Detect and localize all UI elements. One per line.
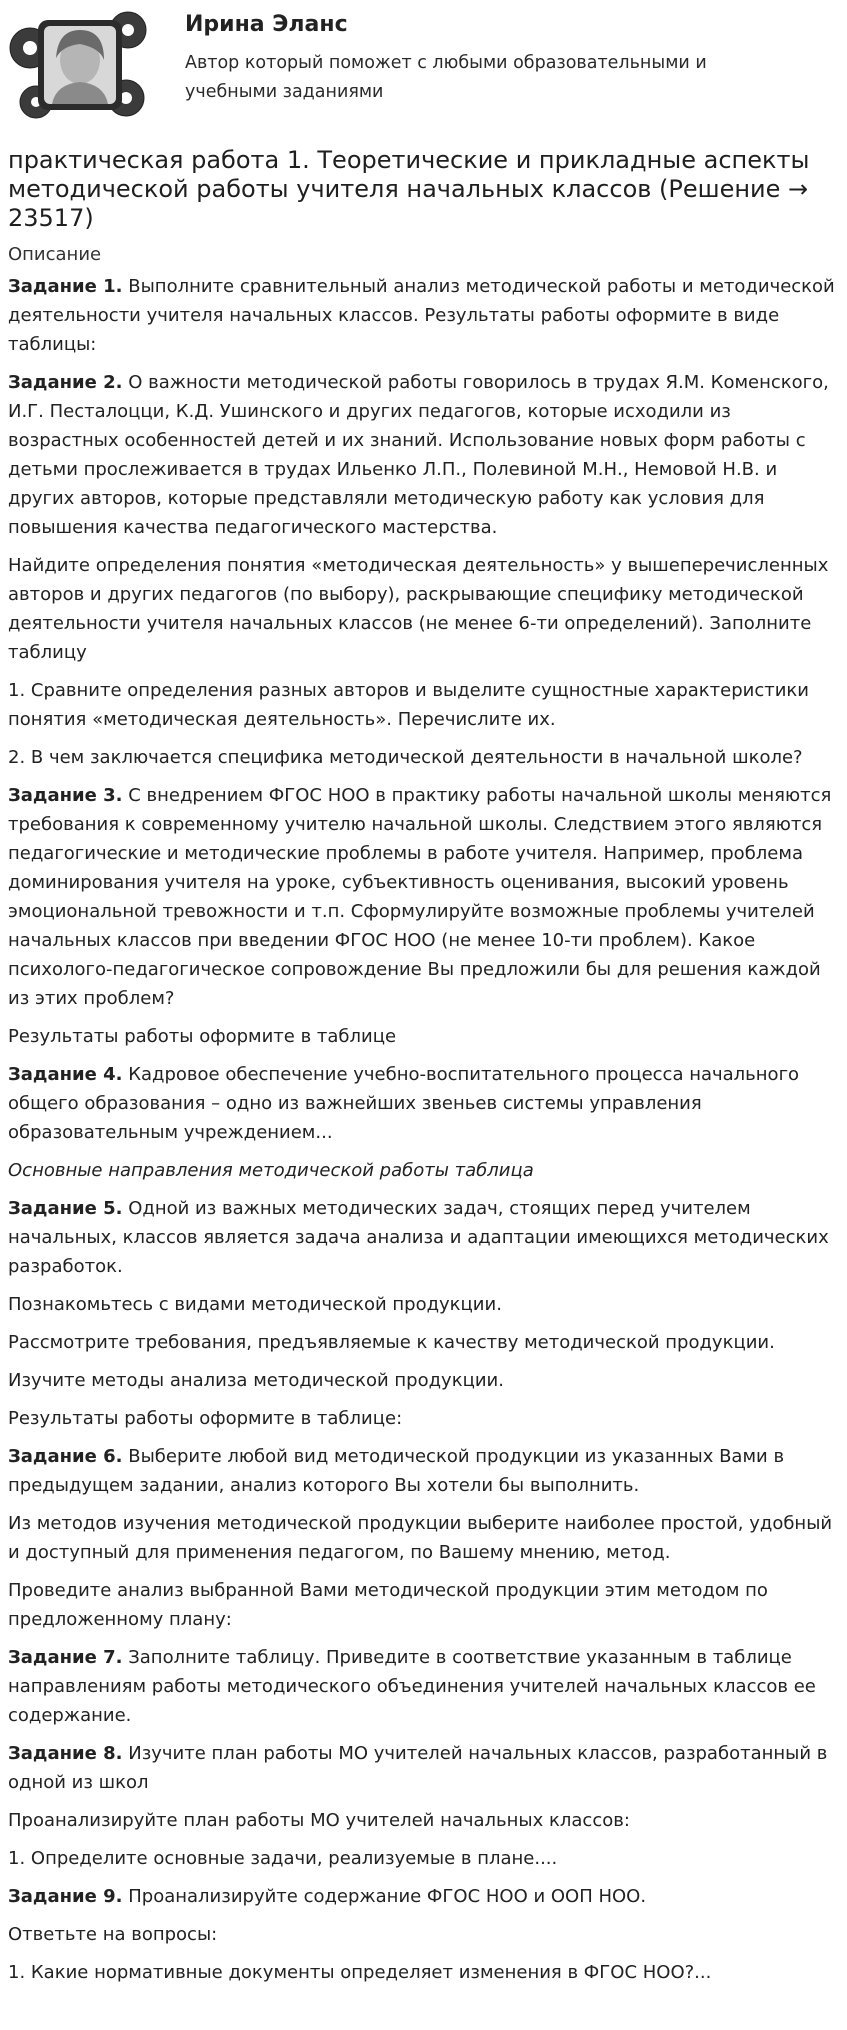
description-paragraph	[8, 1328, 840, 1357]
paragraph-text: С внедрением ФГОС НОО в практику работы начальной школы меняются требования к современному учителю начальной школы. Следствием этого являются педагогические и методические проблемы в работе учителя. Например, проблема доминирования учителя на уроке, субъективность оценивания, высокий уровень эмоциональной тревожности и т.п. Сформулируйте возможные проблемы учителей начальных классов при введении ФГОС НОО (не менее 10-ти проблем). Какое психолого-педагогическое сопровождение Вы предложили бы для решения каждой из этих проблем?	[8, 785, 832, 1009]
avatar[interactable]	[8, 8, 150, 120]
description-paragraph	[8, 1366, 840, 1395]
paragraph-text: Кадровое обеспечение учебно-воспитательного процесса начального общего образования – одно из важнейших звеньев системы управления образовательным учреждением...	[8, 1064, 800, 1143]
task-label: Задание 5.	[8, 1198, 123, 1219]
description-paragraph	[8, 1844, 840, 1873]
description-paragraph	[8, 676, 840, 734]
task-label: Задание 4.	[8, 1064, 123, 1085]
paragraph-text: Выберите любой вид методической продукции из указанных Вами в предыдущем задании, анализ которого Вы хотели бы выполнить.	[8, 1446, 785, 1496]
task-label: Задание 7.	[8, 1647, 123, 1668]
paragraph-text: Проанализируйте содержание ФГОС НОО и ООП НОО.	[122, 1886, 647, 1907]
paragraph-text: Проведите анализ выбранной Вами методической продукции этим методом по предложенному плану:	[8, 1580, 768, 1630]
description-paragraph	[8, 1060, 840, 1147]
task-label: Задание 1.	[8, 276, 123, 297]
description-paragraph	[8, 1404, 840, 1433]
description-paragraph	[8, 1958, 840, 1987]
description-paragraph	[8, 1920, 840, 1949]
description-paragraph	[8, 551, 840, 667]
description-label: Описание	[8, 244, 102, 265]
task-label: Задание 2.	[8, 372, 123, 393]
description-paragraph	[8, 1806, 840, 1835]
description-paragraph	[8, 1194, 840, 1281]
description-paragraph	[8, 1643, 840, 1730]
paragraph-text: Ответьте на вопросы:	[8, 1924, 218, 1945]
description-paragraph	[8, 743, 840, 772]
author-card	[0, 0, 847, 122]
description-paragraph	[8, 1739, 840, 1797]
paragraph-text: Выполните сравнительный анализ методической работы и методической деятельности учителя начальных классов. Результаты работы оформите в виде таблицы:	[8, 276, 835, 355]
page-title: практическая работа 1. Теоретические и прикладные аспекты методической работы учителя начальных классов (Решение → 23517)	[8, 146, 810, 232]
description-paragraph	[8, 1442, 840, 1500]
paragraph-text: 1. Какие нормативные документы определяет изменения в ФГОС НОО?...	[8, 1962, 712, 1983]
paragraph-text: 1. Сравните определения разных авторов и выделите сущностные характеристики понятия «методическая деятельность». Перечислите их.	[8, 680, 809, 730]
description-paragraph	[8, 1156, 840, 1185]
description-paragraph	[8, 781, 840, 1013]
description-paragraph	[8, 1576, 840, 1634]
paragraph-text: Из методов изучения методической продукции выберите наиболее простой, удобный и доступный для применения педагогом, по Вашему мнению, метод.	[8, 1513, 833, 1563]
task-label: Задание 9.	[8, 1886, 123, 1907]
task-label: Задание 3.	[8, 785, 123, 806]
paragraph-text: Найдите определения понятия «методическая деятельность» у вышеперечисленных авторов и других педагогов (по выбору), раскрывающие специфику методической деятельности учителя начальных классов (не менее 6-ти определений). Заполните таблицу	[8, 555, 829, 663]
task-label: Задание 6.	[8, 1446, 123, 1467]
task-label: Задание 8.	[8, 1743, 123, 1764]
description-paragraph	[8, 272, 840, 359]
paragraph-text: Изучите методы анализа методической продукции.	[8, 1370, 504, 1391]
paragraph-text: Рассмотрите требования, предъявляемые к качеству методической продукции.	[8, 1332, 775, 1353]
description-paragraph	[8, 1290, 840, 1319]
paragraph-text: 2. В чем заключается специфика методической деятельности в начальной школе?	[8, 747, 803, 768]
paragraph-text: Познакомьтесь с видами методической продукции.	[8, 1294, 502, 1315]
paragraph-text: Основные направления методической работы таблица	[8, 1160, 534, 1181]
paragraph-text: 1. Определите основные задачи, реализуемые в плане....	[8, 1848, 558, 1869]
paragraph-text: Изучите план работы МО учителей начальных классов, разработанный в одной из школ	[8, 1743, 828, 1793]
paragraph-text: Проанализируйте план работы МО учителей начальных классов:	[8, 1810, 630, 1831]
paragraph-text: Результаты работы оформите в таблице	[8, 1026, 397, 1047]
description-content	[8, 272, 840, 1996]
description-paragraph	[8, 368, 840, 542]
paragraph-text: О важности методической работы говорилось в трудах Я.М. Коменского, И.Г. Песталоцци, К.Д. Ушинского и других педагогов, которые исходили из возрастных особенностей детей и их знаний. Использование новых форм работы с детьми прослеживается в трудах Ильенко Л.П., Полевиной М.Н., Немовой Н.В. и других авторов, которые представляли методическую работу как условия для повышения качества педагогического мастерства.	[8, 372, 829, 538]
description-paragraph	[8, 1882, 840, 1911]
author-bio: Автор который поможет с любыми образовательными и учебными заданиями	[185, 53, 707, 102]
description-paragraph	[8, 1509, 840, 1567]
paragraph-text: Результаты работы оформите в таблице:	[8, 1408, 403, 1429]
paragraph-text: Заполните таблицу. Приведите в соответствие указанным в таблице направлениям работы методического объединения учителей начальных классов ее содержание.	[8, 1647, 816, 1726]
paragraph-text: Одной из важных методических задач, стоящих перед учителем начальных, классов является задача анализа и адаптации имеющихся методических разработок.	[8, 1198, 829, 1277]
description-paragraph	[8, 1022, 840, 1051]
author-name[interactable]: Ирина Эланс	[185, 12, 348, 37]
